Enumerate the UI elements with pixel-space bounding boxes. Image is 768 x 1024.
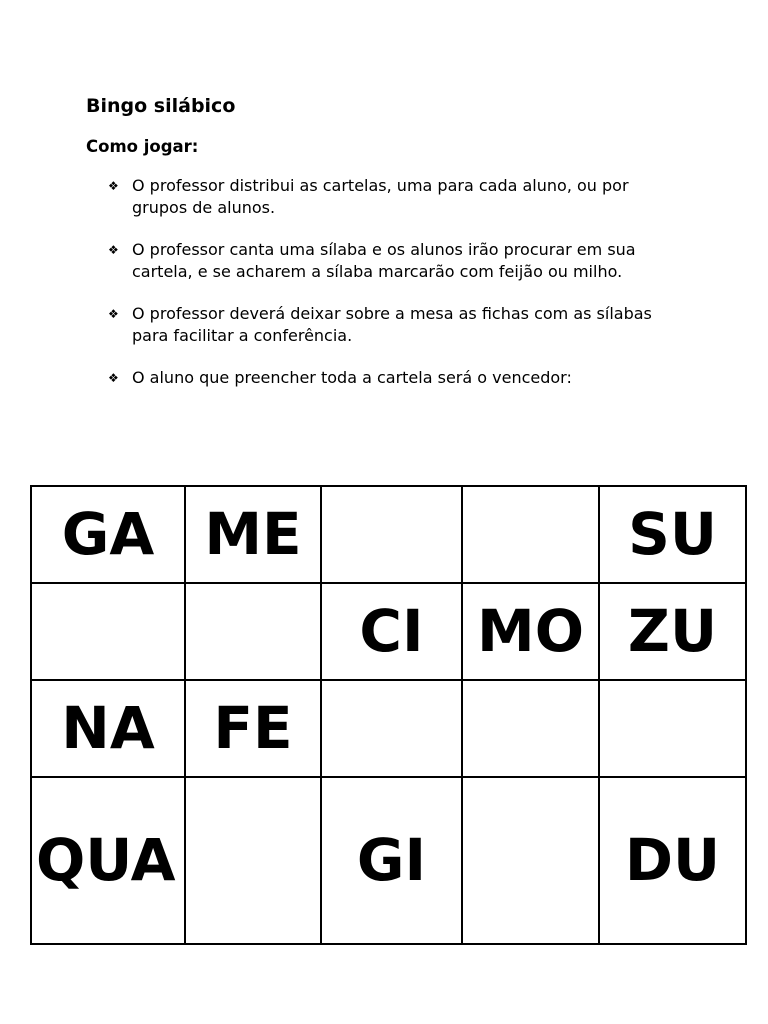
bingo-cell: ME bbox=[185, 486, 321, 583]
bingo-row bbox=[31, 680, 746, 777]
rule-text: O professor canta uma sílaba e os alunos irão procurar em sua cartela, e se acharem a sílaba marcarão com feijão ou milho. bbox=[132, 240, 636, 281]
bingo-cell: CI bbox=[321, 583, 462, 680]
rule-item bbox=[108, 367, 668, 389]
bingo-cell: MO bbox=[462, 583, 599, 680]
bingo-row bbox=[31, 777, 746, 944]
diamond-bullet-icon: ❖ bbox=[108, 179, 119, 193]
instructions-heading: Como jogar: bbox=[86, 137, 199, 156]
bingo-cell bbox=[185, 777, 321, 944]
bingo-cell: GA bbox=[31, 486, 185, 583]
bingo-cell bbox=[31, 583, 185, 680]
bingo-cell bbox=[462, 486, 599, 583]
bingo-cell: FE bbox=[185, 680, 321, 777]
page-title: Bingo silábico bbox=[86, 95, 236, 117]
bingo-cell: DU bbox=[599, 777, 746, 944]
rule-text: O aluno que preencher toda a cartela será o vencedor: bbox=[132, 368, 572, 387]
bingo-cell bbox=[321, 486, 462, 583]
rules-list bbox=[108, 175, 668, 389]
rule-item bbox=[108, 303, 668, 347]
bingo-row bbox=[31, 583, 746, 680]
diamond-bullet-icon: ❖ bbox=[108, 371, 119, 385]
bingo-cell: GI bbox=[321, 777, 462, 944]
rule-item bbox=[108, 239, 668, 283]
bingo-cell: NA bbox=[31, 680, 185, 777]
bingo-cell bbox=[185, 583, 321, 680]
bingo-cell: ZU bbox=[599, 583, 746, 680]
bingo-cell: SU bbox=[599, 486, 746, 583]
bingo-cell bbox=[321, 680, 462, 777]
rule-text: O professor distribui as cartelas, uma para cada aluno, ou por grupos de alunos. bbox=[132, 176, 629, 217]
rule-item bbox=[108, 175, 668, 219]
bingo-cell: QUA bbox=[31, 777, 185, 944]
bingo-cell bbox=[462, 680, 599, 777]
diamond-bullet-icon: ❖ bbox=[108, 243, 119, 257]
diamond-bullet-icon: ❖ bbox=[108, 307, 119, 321]
bingo-row bbox=[31, 486, 746, 583]
bingo-cell bbox=[599, 680, 746, 777]
bingo-cell bbox=[462, 777, 599, 944]
rule-text: O professor deverá deixar sobre a mesa as fichas com as sílabas para facilitar a conferência. bbox=[132, 304, 652, 345]
bingo-card bbox=[30, 485, 747, 945]
